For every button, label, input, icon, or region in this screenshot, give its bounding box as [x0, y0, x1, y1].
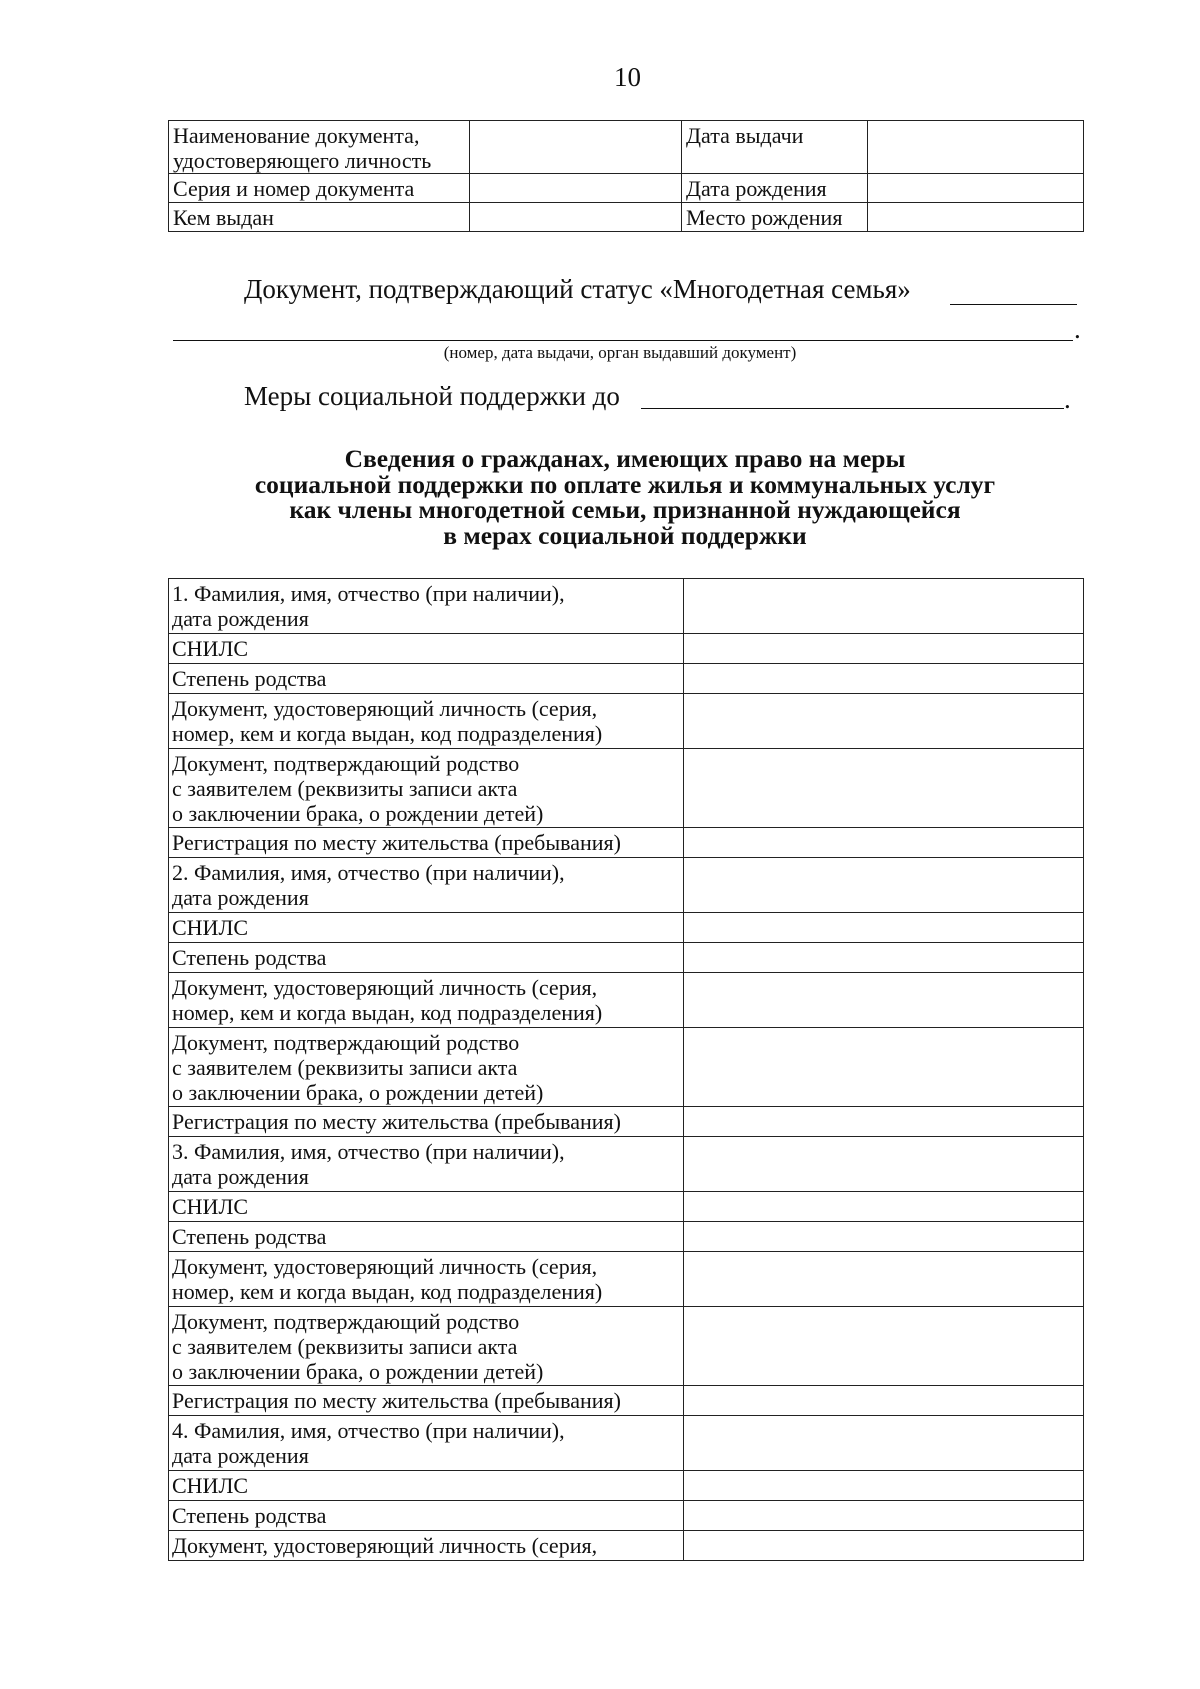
table-row	[169, 1252, 1084, 1307]
field-value-cell[interactable]	[684, 1028, 1084, 1107]
field-label: 4. Фамилия, имя, отчество (при наличии), дата рождения	[169, 1416, 684, 1471]
field-label: Степень родства	[169, 1222, 684, 1252]
table-row	[169, 121, 1084, 174]
identity-document-table	[168, 120, 1084, 232]
field-label: СНИЛС	[169, 1471, 684, 1501]
field-label: 3. Фамилия, имя, отчество (при наличии), дата рождения	[169, 1137, 684, 1192]
field-value-cell[interactable]	[868, 203, 1084, 232]
field-label: Степень родства	[169, 1501, 684, 1531]
field-label: Серия и номер документа	[169, 174, 470, 203]
field-label: Регистрация по месту жительства (пребывания)	[169, 1386, 684, 1416]
field-value-cell[interactable]	[470, 174, 682, 203]
table-row	[169, 1531, 1084, 1561]
support-measures-label: Меры социальной поддержки до	[244, 381, 620, 411]
field-label: Наименование документа, удостоверяющего личность	[169, 121, 470, 174]
support-measures-end-mark: .	[1064, 384, 1071, 414]
field-label: Документ, подтверждающий родство с заявителем (реквизиты записи акта о заключении брака, о рождении детей)	[169, 1028, 684, 1107]
field-label: Документ, удостоверяющий личность (серия, номер, кем и когда выдан, код подразделения)	[169, 1252, 684, 1307]
table-row	[169, 1471, 1084, 1501]
table-row	[169, 1501, 1084, 1531]
field-value-cell[interactable]	[684, 1222, 1084, 1252]
field-label: Регистрация по месту жительства (пребывания)	[169, 1107, 684, 1137]
field-label: Регистрация по месту жительства (пребывания)	[169, 828, 684, 858]
table-row	[169, 634, 1084, 664]
table-row	[169, 1386, 1084, 1416]
field-value-cell[interactable]	[684, 1137, 1084, 1192]
field-label: Документ, подтверждающий родство с заявителем (реквизиты записи акта о заключении брака, о рождении детей)	[169, 749, 684, 828]
field-label: Дата рождения	[682, 174, 868, 203]
field-value-cell[interactable]	[684, 1416, 1084, 1471]
status-document-end-mark: .	[1074, 314, 1081, 344]
field-value-cell[interactable]	[684, 634, 1084, 664]
section-heading: Сведения о гражданах, имеющих право на меры социальной поддержки по оплате жилья и коммунальных услуг как члены многодетной семьи, признанной нуждающейся в мерах социальной поддержки	[254, 444, 996, 550]
field-value-cell[interactable]	[470, 121, 682, 174]
field-label: Дата выдачи	[682, 121, 868, 174]
status-document-caption: (номер, дата выдачи, орган выдавший документ)	[443, 343, 797, 362]
table-row	[169, 664, 1084, 694]
field-value-cell[interactable]	[684, 579, 1084, 634]
field-value-cell[interactable]	[684, 749, 1084, 828]
field-label: Место рождения	[682, 203, 868, 232]
table-row	[169, 174, 1084, 203]
field-label: СНИЛС	[169, 913, 684, 943]
field-label: СНИЛС	[169, 634, 684, 664]
table-row	[169, 1222, 1084, 1252]
field-label: Документ, удостоверяющий личность (серия,	[169, 1531, 684, 1561]
status-document-blank-line-2[interactable]	[173, 340, 1073, 341]
field-label: Кем выдан	[169, 203, 470, 232]
field-value-cell[interactable]	[684, 1192, 1084, 1222]
field-value-cell[interactable]	[684, 1307, 1084, 1386]
support-measures-blank[interactable]	[641, 408, 1064, 409]
table-row	[169, 1416, 1084, 1471]
status-document-blank[interactable]	[950, 304, 1077, 305]
table-row	[169, 913, 1084, 943]
field-value-cell[interactable]	[684, 664, 1084, 694]
family-members-table	[168, 578, 1084, 1561]
table-row	[169, 1028, 1084, 1107]
table-row	[169, 1307, 1084, 1386]
field-label: 2. Фамилия, имя, отчество (при наличии), дата рождения	[169, 858, 684, 913]
table-row	[169, 858, 1084, 913]
field-value-cell[interactable]	[868, 174, 1084, 203]
field-value-cell[interactable]	[684, 913, 1084, 943]
table-row	[169, 203, 1084, 232]
field-label: Документ, удостоверяющий личность (серия, номер, кем и когда выдан, код подразделения)	[169, 694, 684, 749]
status-document-label: Документ, подтверждающий статус «Многодетная семья»	[244, 274, 911, 304]
field-value-cell[interactable]	[684, 858, 1084, 913]
field-label: Документ, удостоверяющий личность (серия, номер, кем и когда выдан, код подразделения)	[169, 973, 684, 1028]
table-row	[169, 749, 1084, 828]
field-value-cell[interactable]	[684, 1252, 1084, 1307]
field-label: СНИЛС	[169, 1192, 684, 1222]
members-table-body	[169, 579, 1084, 1561]
field-value-cell[interactable]	[684, 1471, 1084, 1501]
field-label: Степень родства	[169, 664, 684, 694]
table-row	[169, 694, 1084, 749]
table-row	[169, 943, 1084, 973]
field-value-cell[interactable]	[684, 828, 1084, 858]
field-label: Степень родства	[169, 943, 684, 973]
field-value-cell[interactable]	[684, 694, 1084, 749]
field-label: 1. Фамилия, имя, отчество (при наличии), дата рождения	[169, 579, 684, 634]
field-value-cell[interactable]	[684, 1386, 1084, 1416]
table-row	[169, 579, 1084, 634]
field-value-cell[interactable]	[470, 203, 682, 232]
field-value-cell[interactable]	[684, 1531, 1084, 1561]
page-number: 10	[614, 62, 641, 92]
field-label: Документ, подтверждающий родство с заявителем (реквизиты записи акта о заключении брака, о рождении детей)	[169, 1307, 684, 1386]
field-value-cell[interactable]	[684, 943, 1084, 973]
field-value-cell[interactable]	[868, 121, 1084, 174]
table-row	[169, 1107, 1084, 1137]
field-value-cell[interactable]	[684, 973, 1084, 1028]
field-value-cell[interactable]	[684, 1107, 1084, 1137]
field-value-cell[interactable]	[684, 1501, 1084, 1531]
table-row	[169, 828, 1084, 858]
table-row	[169, 973, 1084, 1028]
table-row	[169, 1137, 1084, 1192]
table-row	[169, 1192, 1084, 1222]
